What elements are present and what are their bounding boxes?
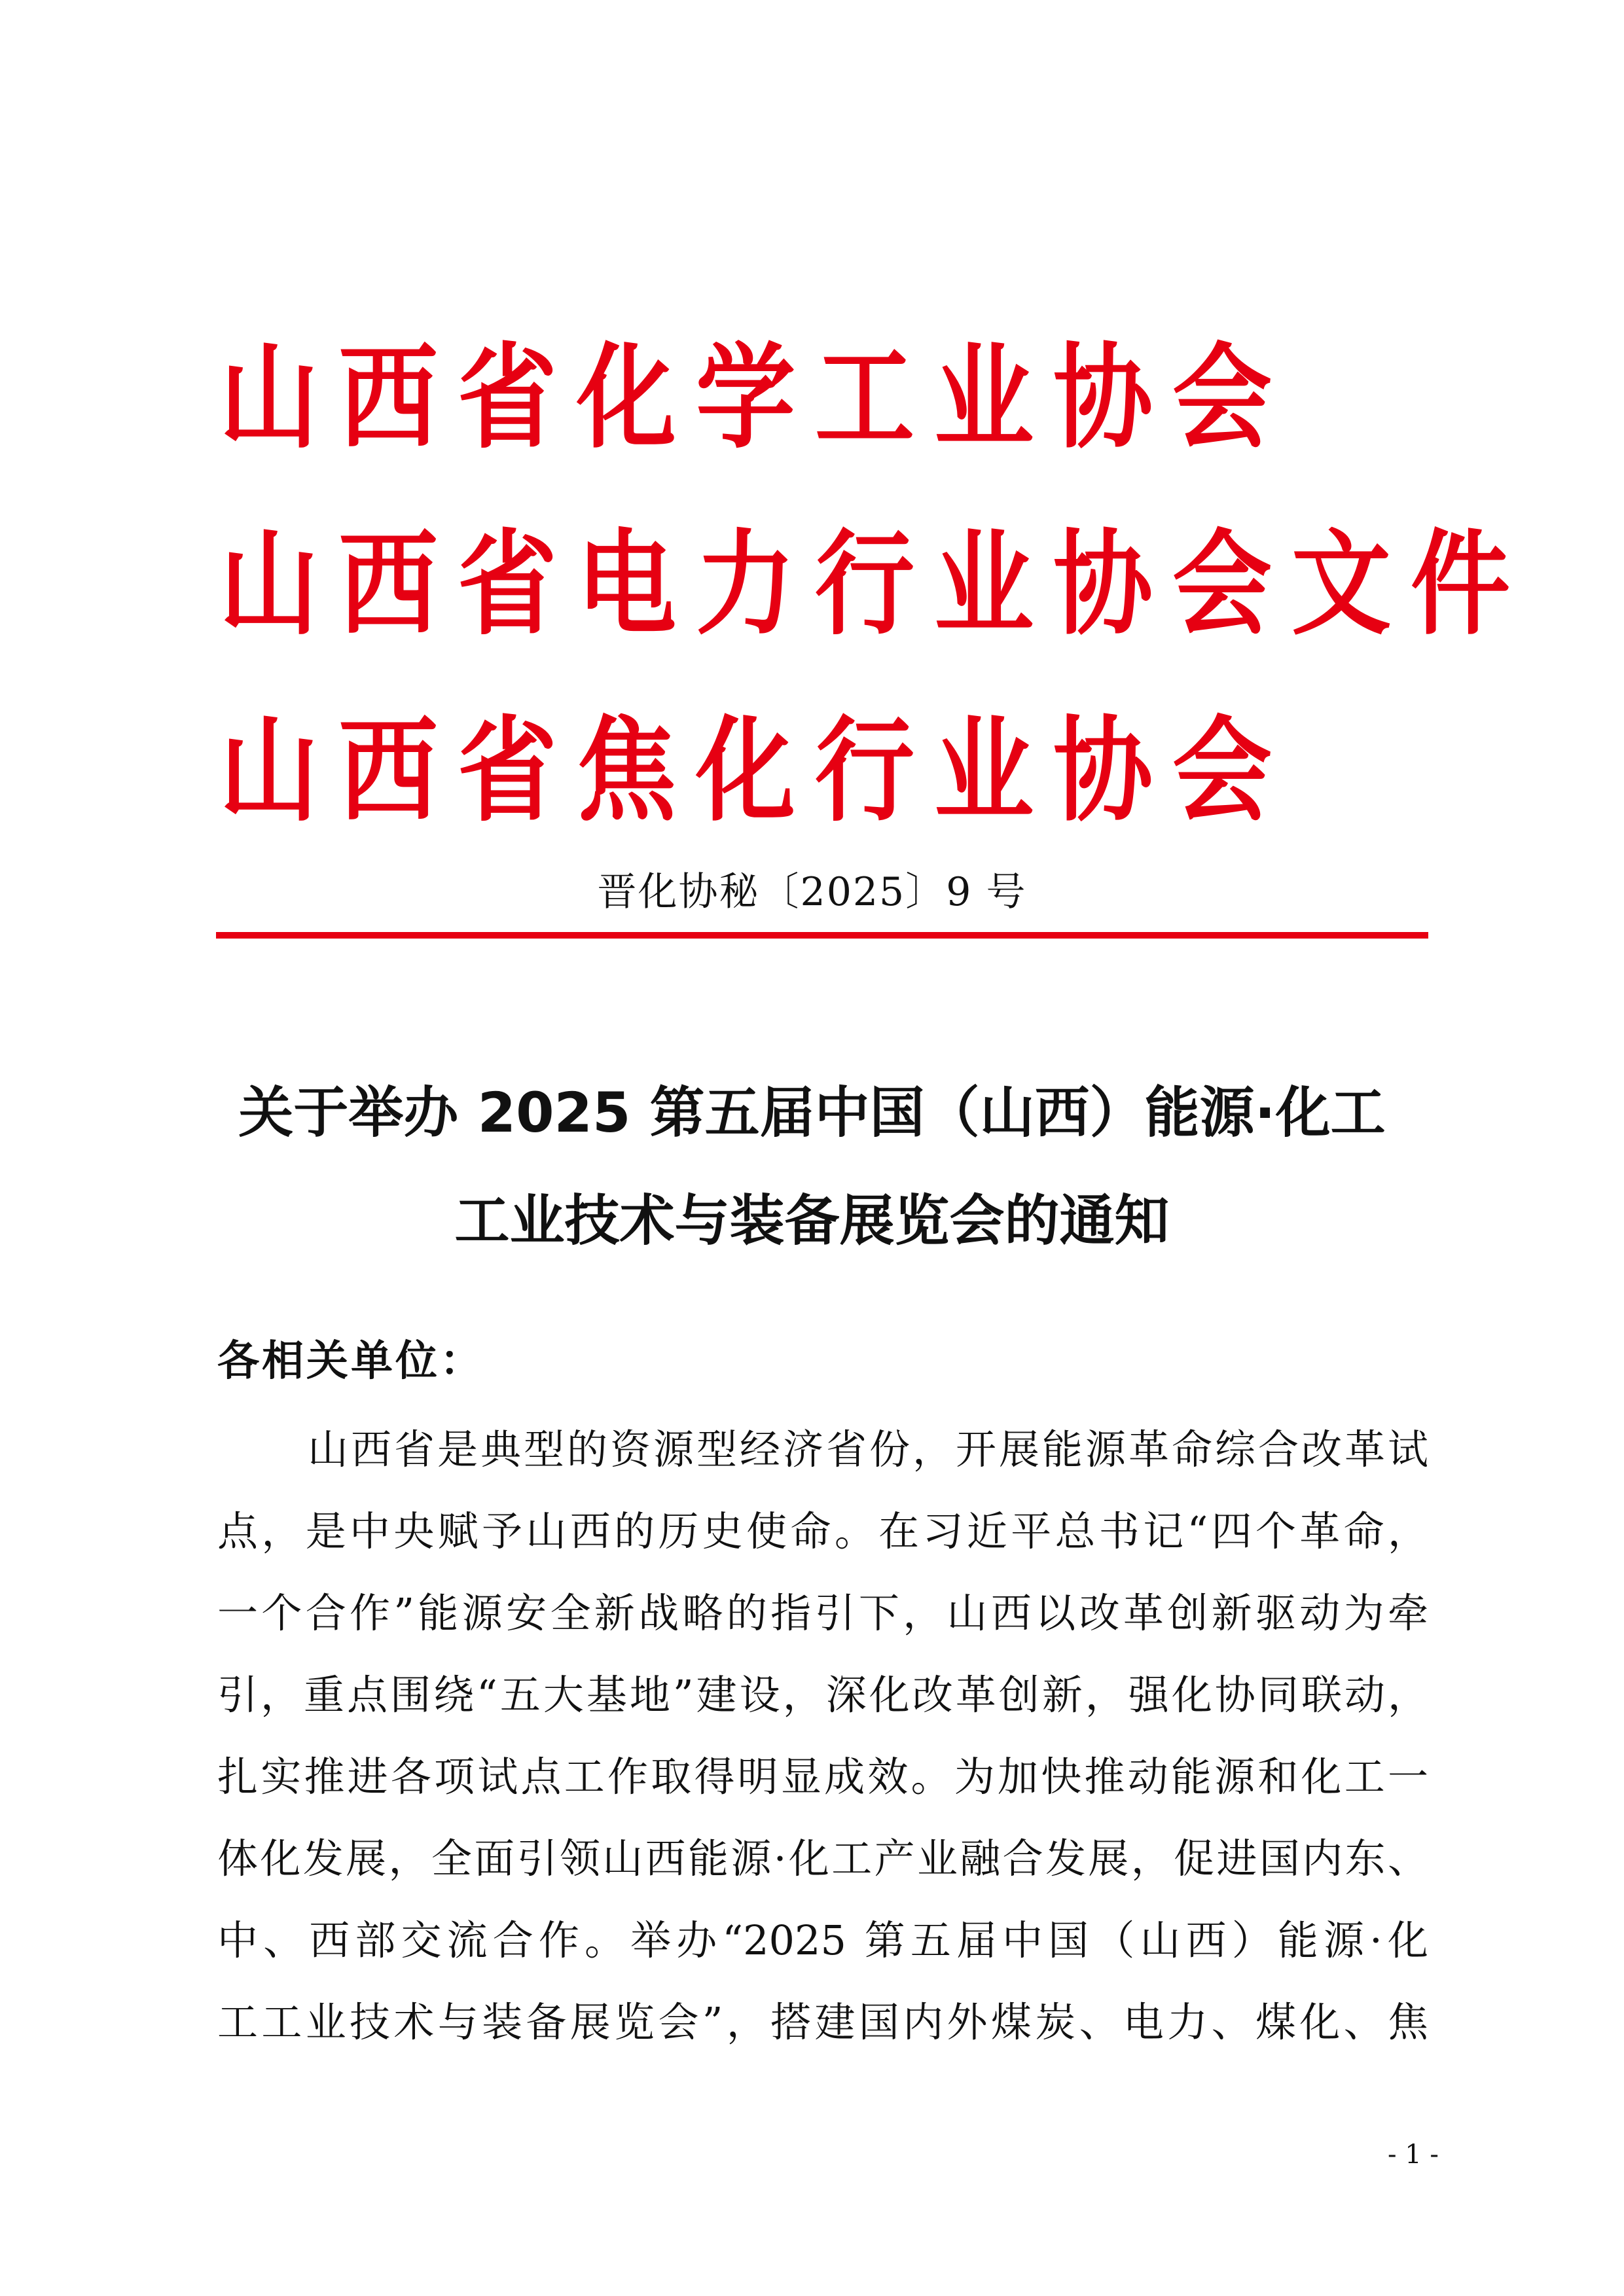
notice-title-line-1: 关于举办 2025 第五届中国（山西）能源·化工 bbox=[238, 1081, 1386, 1145]
issuer-header-power: 山西省电力行业协会文件 bbox=[219, 518, 1530, 651]
document-number: 晋化协秘〔2025〕9 号 bbox=[597, 869, 1027, 915]
body-line: 山西省是典型的资源型经济省份，开展能源革命综合改革试 bbox=[308, 1426, 1428, 1473]
notice-title-line-2: 工业技术与装备展览会的通知 bbox=[454, 1189, 1170, 1253]
page-number: - 1 - bbox=[1388, 2140, 1439, 2170]
body-line: 扎实推进各项试点工作取得明显成效。为加快推动能源和化工一 bbox=[217, 1753, 1428, 1801]
body-line: 一个合作”能源安全新战略的指引下，山西以改革创新驱动为牵 bbox=[217, 1589, 1428, 1637]
red-divider-line bbox=[216, 932, 1428, 939]
body-line: 中、西部交流合作。举办“2025 第五届中国（山西）能源·化 bbox=[217, 1916, 1428, 1964]
body-line: 引，重点围绕“五大基地”建设，深化改革创新，强化协同联动， bbox=[217, 1671, 1428, 1719]
issuer-header-coking: 山西省焦化行业协会 bbox=[219, 704, 1291, 837]
salutation: 各相关单位： bbox=[217, 1337, 484, 1386]
body-line: 工工业技术与装备展览会”，搭建国内外煤炭、电力、煤化、焦 bbox=[217, 1998, 1428, 2046]
issuer-header-chemical: 山西省化学工业协会 bbox=[219, 331, 1291, 464]
body-line: 体化发展，全面引领山西能源·化工产业融合发展，促进国内东、 bbox=[217, 1835, 1428, 1882]
body-line: 点，是中央赋予山西的历史使命。在习近平总书记“四个革命， bbox=[217, 1507, 1428, 1555]
